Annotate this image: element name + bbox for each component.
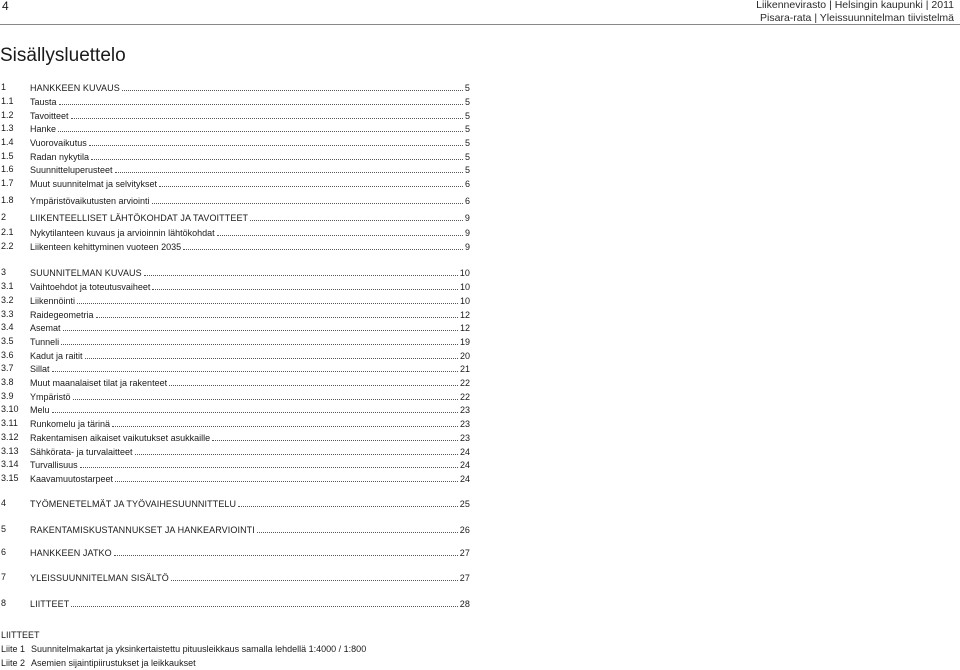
toc-entry[interactable] [0,497,470,510]
toc-entry-number: 3.7 [1,363,14,373]
toc-entry-label: Ympäristövaikutusten arviointi [30,196,150,206]
toc-entry-number: 3.12 [1,432,19,442]
toc-entry[interactable] [0,362,470,375]
toc-entry-line [30,376,470,390]
toc-entry[interactable] [0,240,470,253]
dot-leader [80,458,458,468]
toc-entry-line [30,109,470,123]
toc-entry[interactable] [0,294,470,307]
toc-entry-number: 3.2 [1,295,14,305]
toc-entry-line [30,458,470,472]
dot-leader [183,240,463,250]
toc-entry-page: 27 [459,548,470,558]
dot-leader [63,321,458,331]
toc-entry-page: 12 [459,310,470,320]
toc-entry-line [30,445,470,459]
dot-leader [169,376,458,386]
toc-entry[interactable] [0,109,470,122]
attachment-item [1,643,366,656]
toc-entry-page: 21 [459,364,470,374]
attachment-number: Liite 1 [1,644,26,654]
toc-entry[interactable] [0,403,470,416]
toc-entry-label: TYÖMENETELMÄT JA TYÖVAIHESUUNNITTELU [30,499,237,509]
toc-entry-label: LIITTEET [30,599,70,609]
toc-entry-number: 1.5 [1,151,14,161]
toc-entry-line [30,523,470,537]
dot-leader [217,226,463,236]
toc-entry-page: 20 [459,351,470,361]
toc-entry[interactable] [0,431,470,444]
toc-entry-number: 1.4 [1,137,14,147]
toc-entry-label: Tausta [30,97,57,107]
toc-entry-number: 3.1 [1,281,14,291]
dot-leader [238,497,458,507]
toc-entry-line [30,597,470,611]
header-divider [0,24,960,25]
dot-leader [71,109,463,119]
toc-entry-line [30,81,470,95]
toc-entry-label: Liikenteen kehittyminen vuoteen 2035 [30,242,182,252]
toc-entry-line [30,122,470,136]
toc-entry[interactable] [0,194,470,207]
toc-entry-label: SUUNNITELMAN KUVAUS [30,268,142,278]
toc-entry-label: Vuorovaikutus [30,138,87,148]
toc-entry-label: Turvallisuus [30,460,78,470]
dot-leader [171,571,458,581]
toc-entry-page: 9 [464,228,470,238]
toc-entry-number: 4 [1,498,7,508]
toc-entry[interactable] [0,308,470,321]
attachment-label: Suunnitelmakartat ja yksinkertaistettu pituusleikkaus samalla lehdellä 1:4000 / 1:800 [31,644,367,654]
toc-entry-label: YLEISSUUNNITELMAN SISÄLTÖ [30,573,169,583]
attachment-number: Liite 2 [1,658,26,668]
toc-entry-line [30,211,470,225]
toc-entry-line [30,163,470,177]
toc-entry-number: 2 [1,212,7,222]
toc-entry[interactable] [0,376,470,389]
toc-entry-number: 3.14 [1,459,19,469]
dot-leader [89,136,463,146]
toc-entry-page: 10 [459,282,470,292]
toc-entry-label: Asemat [30,323,61,333]
toc-entry[interactable] [0,163,470,176]
toc-entry-number: 3.9 [1,391,14,401]
dot-leader [73,390,458,400]
toc-entry[interactable] [0,266,470,279]
toc-entry[interactable] [0,472,470,485]
toc-entry-number: 3.5 [1,336,14,346]
toc-entry[interactable] [0,597,470,610]
toc-entry[interactable] [0,523,470,536]
toc-entry-number: 2.2 [1,241,14,251]
toc-entry[interactable] [0,417,470,430]
toc-entry-number: 6 [1,547,7,557]
toc-entry-label: HANKKEEN KUVAUS [30,83,120,93]
dot-leader [52,362,458,372]
toc-entry[interactable] [0,177,470,190]
header-document-title: Pisara-rata | Yleissuunnitelman tiivistelmä [760,12,954,24]
toc-entry[interactable] [0,458,470,471]
toc-entry-label: Ympäristö [30,392,71,402]
toc-entry-label: Kaavamuutostarpeet [30,474,114,484]
toc-entry-line [30,240,470,254]
toc-entry-number: 7 [1,572,7,582]
toc-entry[interactable] [0,546,470,559]
toc-entry-page: 22 [459,392,470,402]
dot-leader [250,211,463,221]
toc-entry-page: 26 [459,525,470,535]
toc-entry-page: 6 [464,196,470,206]
dot-leader [77,294,458,304]
dot-leader [115,163,463,173]
dot-leader [71,597,457,607]
toc-entry-page: 5 [464,165,470,175]
toc-entry-line [30,150,470,164]
toc-entry[interactable] [0,445,470,458]
toc-entry-label: Sähkörata- ja turvalaitteet [30,447,133,457]
toc-entry-label: Raidegeometria [30,310,94,320]
toc-entry[interactable] [0,95,470,108]
toc-entry-page: 10 [459,296,470,306]
toc-entry-label: Radan nykytila [30,152,90,162]
toc-entry-page: 25 [459,499,470,509]
toc-entry[interactable] [0,150,470,163]
dot-leader [96,308,458,318]
toc-entry-label: HANKKEEN JATKO [30,548,112,558]
toc-entry-page: 24 [459,460,470,470]
toc-entry[interactable] [0,211,470,224]
dot-leader [58,122,463,132]
toc-entry-page: 24 [459,474,470,484]
dot-leader [112,417,458,427]
toc-entry-page: 24 [459,447,470,457]
toc-entry-line [30,321,470,335]
toc-entry-label: Vaihtoehdot ja toteutusvaiheet [30,282,151,292]
toc-entry-page: 5 [464,97,470,107]
dot-leader [152,280,458,290]
toc-entry-number: 3 [1,267,7,277]
toc-entry-label: RAKENTAMISKUSTANNUKSET JA HANKEARVIOINTI [30,525,255,535]
running-header [756,0,954,25]
toc-entry-label: Liikennöinti [30,296,76,306]
toc-entry[interactable] [0,136,470,149]
toc-entry-line [30,280,470,294]
dot-leader [212,431,458,441]
toc-entry-number: 2.1 [1,227,14,237]
toc-entry-line [30,571,470,585]
dot-leader [61,335,458,345]
toc-entry-page: 6 [464,179,470,189]
toc-entry-line [30,95,470,109]
toc-entry-label: Sillat [30,364,50,374]
dot-leader [122,81,463,91]
toc-entry-label: Muut maanalaiset tilat ja rakenteet [30,378,168,388]
dot-leader [115,472,458,482]
toc-entry-number: 3.11 [1,418,18,428]
toc-entry-label: Tavoitteet [30,111,69,121]
toc-entry-number: 3.13 [1,446,19,456]
toc-entry-line [30,194,470,208]
toc-entry-label: Runkomelu ja tärinä [30,419,111,429]
toc-entry[interactable] [0,81,470,94]
toc-entry-line [30,177,470,191]
toc-entry-page: 5 [464,83,470,93]
toc-entry-label: Nykytilanteen kuvaus ja arvioinnin lähtökohdat [30,228,215,238]
toc-entry-number: 3.8 [1,377,14,387]
toc-entry-number: 3.15 [1,473,19,483]
toc-entry-page: 5 [464,124,470,134]
toc-entry-line [30,335,470,349]
toc-entry-line [30,546,470,560]
attachment-item [1,657,196,670]
toc-entry-label: Tunneli [30,337,60,347]
toc-entry-line [30,308,470,322]
toc-entry-line [30,226,470,240]
toc-entry-line [30,497,470,511]
toc-entry[interactable] [0,122,470,135]
toc-entry[interactable] [0,571,470,584]
toc-entry-page: 9 [464,213,470,223]
dot-leader [85,349,458,359]
toc-entry-number: 1.3 [1,123,14,133]
dot-leader [52,403,458,413]
toc-entry-label: Kadut ja raitit [30,351,83,361]
toc-entry-number: 1.8 [1,195,14,205]
toc-entry-number: 3.4 [1,322,14,332]
dot-leader [159,177,463,187]
toc-entry-page: 5 [464,138,470,148]
toc-entry-label: Muut suunnitelmat ja selvitykset [30,179,158,189]
toc-entry-label: LIIKENTEELLISET LÄHTÖKOHDAT JA TAVOITTEET [30,213,249,223]
toc-entry-label: Suunnitteluperusteet [30,165,113,175]
toc-entry-line [30,136,470,150]
toc-entry-number: 1.2 [1,110,14,120]
toc-entry-line [30,403,470,417]
toc-entry-page: 22 [459,378,470,388]
toc-entry-number: 3.10 [1,404,19,414]
toc-entry-page: 5 [464,111,470,121]
toc-entry-label: Hanke [30,124,57,134]
toc-entry-line [30,431,470,445]
dot-leader [152,194,463,204]
toc-entry-line [30,390,470,404]
toc-entry[interactable] [0,280,470,293]
dot-leader [59,95,463,105]
toc-entry-number: 5 [1,524,7,534]
toc-entry-page: 19 [459,337,470,347]
toc-entry-page: 23 [459,419,470,429]
toc-entry[interactable] [0,390,470,403]
dot-leader [114,546,458,556]
toc-entry-label: Melu [30,405,50,415]
toc-entry-line [30,362,470,376]
dot-leader [144,266,458,276]
page-title: Sisällysluettelo [0,45,126,66]
toc-entry-line [30,349,470,363]
toc-entry-page: 23 [459,433,470,443]
toc-entry-line [30,417,470,431]
toc-entry[interactable] [0,335,470,348]
toc-entry-page: 23 [459,405,470,415]
toc-entry-page: 12 [459,323,470,333]
toc-entry[interactable] [0,349,470,362]
dot-leader [91,150,463,160]
toc-entry-line [30,266,470,280]
dot-leader [257,523,458,533]
page-number: 4 [2,0,9,13]
header-organization: Liikennevirasto | Helsingin kaupunki | 2011 [756,0,954,11]
toc-entry-number: 1.6 [1,164,14,174]
toc-entry-line [30,472,470,486]
toc-entry-page: 10 [459,268,470,278]
toc-entry-page: 27 [459,573,470,583]
attachments-heading: LIITTEET [1,630,40,640]
toc-entry-number: 3.3 [1,309,14,319]
toc-entry[interactable] [0,226,470,239]
toc-entry-number: 1.1 [1,96,14,106]
toc-entry-number: 1.7 [1,178,14,188]
toc-entry-number: 8 [1,598,7,608]
toc-entry-page: 9 [464,242,470,252]
toc-entry-line [30,294,470,308]
toc-entry-label: Rakentamisen aikaiset vaikutukset asukkaille [30,433,211,443]
toc-entry-page: 5 [464,152,470,162]
toc-entry-number: 1 [1,82,7,92]
toc-entry-page: 28 [459,599,470,609]
dot-leader [135,445,458,455]
attachment-label: Asemien sijaintipiirustukset ja leikkaukset [31,658,196,668]
toc-entry-number: 3.6 [1,350,14,360]
toc-entry[interactable] [0,321,470,334]
